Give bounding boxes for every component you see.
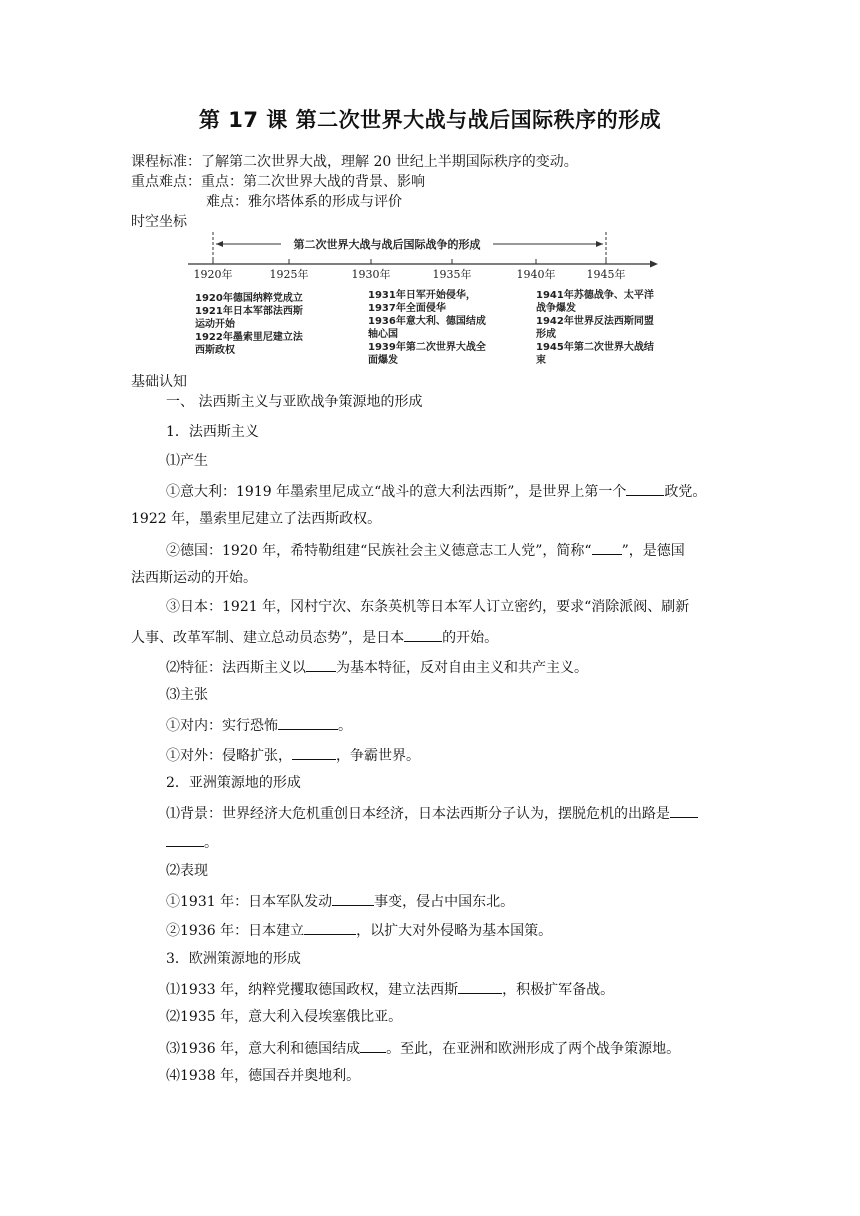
performance-label: ⑵表现: [166, 863, 208, 879]
europe-1936-line: [166, 1038, 680, 1058]
difficult-points: 难点：雅尔塔体系的形成与评价: [206, 194, 402, 210]
inner-line: [166, 715, 352, 735]
event-1936-cont: 轴心国: [368, 329, 398, 340]
event-1945: 1945年第二次世界大战结: [536, 342, 654, 353]
background-line: [166, 803, 698, 823]
year-1940: 1940年: [516, 268, 556, 281]
year-1935: 1935年: [432, 268, 472, 281]
event-1922-cont: 西斯政权: [195, 345, 235, 356]
italy-text-end: 政党。: [664, 484, 707, 500]
europe-1936-text-end: 。至此，在亚洲和欧洲形成了两个战争策源地。: [386, 1041, 681, 1057]
japan-line-2: [131, 627, 498, 647]
event-1939: 1939年第二次世界大战全: [368, 342, 486, 353]
event-1937: 1937年全面侵华: [368, 303, 446, 314]
event-1931-text: ①1931 年：日本军队发动: [166, 894, 333, 910]
outer-text: ①对外：侵略扩张，: [166, 748, 292, 764]
subsection-asia: 2．亚洲策源地的形成: [166, 775, 301, 791]
background-text: ⑴背景：世界经济大危机重创日本经济，日本法西斯分子认为，摆脱危机的出路是: [166, 806, 670, 822]
event-1931-line: [166, 891, 514, 911]
feature-text-end: 为基本特征，反对自由主义和共产主义。: [336, 660, 588, 676]
year-1925: 1925年: [269, 268, 309, 281]
section-1-heading: 一、 法西斯主义与亚欧战争策源地的形成: [166, 394, 423, 410]
europe-1933-line: [166, 979, 614, 999]
event-1936-text: ②1936 年：日本建立: [166, 923, 305, 939]
answer-blank[interactable]: [166, 832, 204, 847]
feature-line: [166, 657, 588, 677]
answer-blank[interactable]: [332, 891, 374, 906]
event-1941: 1941年苏德战争、太平洋: [536, 290, 654, 301]
answer-blank[interactable]: [304, 920, 356, 935]
germany-line: [166, 540, 685, 560]
answer-blank[interactable]: [278, 715, 338, 730]
answer-blank[interactable]: [306, 657, 336, 672]
event-1942: 1942年世界反法西斯同盟: [536, 316, 654, 327]
europe-1933-text: ⑴1933 年，纳粹党攫取德国政权，建立法西斯: [166, 982, 459, 998]
inner-text: ①对内：实行恐怖: [166, 718, 278, 734]
background-line-2: [166, 832, 218, 852]
event-1920: 1920年德国纳粹党成立: [195, 293, 303, 304]
year-1920: 1920年: [193, 268, 233, 281]
event-1921: 1921年日本军部法西斯: [195, 306, 303, 317]
italy-line-2: 1922 年，墨索里尼建立了法西斯政权。: [131, 511, 382, 527]
event-1941-cont: 战争爆发: [536, 303, 576, 314]
europe-1938-line: ⑷1938 年，德国吞并奥地利。: [166, 1068, 361, 1084]
event-1945-cont: 束: [536, 355, 546, 366]
claim-label: ⑶主张: [166, 687, 208, 703]
answer-blank[interactable]: [626, 481, 664, 496]
event-1936-line: [166, 920, 552, 940]
event-1931: 1931年日军开始侵华，: [368, 290, 476, 301]
event-1936: 1936年意大利、德国结成: [368, 316, 486, 327]
japan-text: 人事、改革军制、建立总动员态势”，是日本: [131, 630, 405, 646]
event-1936-text-end: ，以扩大对外侵略为基本国策。: [356, 923, 553, 939]
answer-blank[interactable]: [458, 979, 502, 994]
year-1945: 1945年: [586, 268, 626, 281]
italy-line: [166, 481, 706, 501]
background-text-end: 。: [204, 835, 218, 851]
subsection-europe: 3．欧洲策源地的形成: [166, 951, 301, 967]
key-points: 重点难点：重点：第二次世界大战的背景、影响: [131, 174, 425, 190]
event-1939-cont: 面爆发: [368, 355, 398, 366]
time-space-label: 时空坐标: [131, 214, 187, 230]
event-1922: 1922年墨索里尼建立法: [195, 332, 303, 343]
answer-blank[interactable]: [404, 627, 442, 642]
origin-label: ⑴产生: [166, 453, 208, 469]
basic-knowledge-label: 基础认知: [131, 374, 187, 390]
event-1921-cont: 运动开始: [195, 319, 235, 330]
japan-text-end: 的开始。: [442, 630, 499, 646]
europe-1933-text-end: ，积极扩军备战。: [502, 982, 615, 998]
italy-text: ①意大利：1919 年墨索里尼成立“战斗的意大利法西斯”，是世界上第一个: [166, 484, 627, 500]
feature-text: ⑵特征：法西斯主义以: [166, 660, 306, 676]
germany-text-end: ”，是德国: [621, 543, 685, 559]
year-1930: 1930年: [351, 268, 391, 281]
japan-line: ③日本：1921 年，冈村宁次、东条英机等日本军人订立密约，要求“消除派阀、刷新: [166, 599, 690, 615]
event-1931-text-end: 事变，侵占中国东北。: [374, 894, 515, 910]
inner-text-end: 。: [338, 718, 352, 734]
answer-blank[interactable]: [292, 745, 336, 760]
germany-text: ②德国：1920 年，希特勒组建“民族社会主义德意志工人党”，简称“: [166, 543, 592, 559]
outer-text-end: ，争霸世界。: [336, 748, 420, 764]
germany-line-2: 法西斯运动的开始。: [131, 570, 257, 586]
outer-line: [166, 745, 420, 765]
course-standard: 课程标准：了解第二次世界大战，理解 20 世纪上半期国际秩序的变动。: [131, 154, 578, 170]
answer-blank[interactable]: [592, 540, 622, 555]
timeline-heading: 第二次世界大战与战后国际战争的形成: [293, 238, 481, 251]
timeline-figure: [186, 228, 664, 374]
answer-blank[interactable]: [670, 803, 698, 818]
europe-1936-text: ⑶1936 年，意大利和德国结成: [166, 1041, 361, 1057]
answer-blank[interactable]: [360, 1038, 386, 1053]
event-1942-cont: 形成: [536, 329, 556, 340]
page-title: 第 17 课 第二次世界大战与战后国际秩序的形成: [198, 108, 662, 132]
subsection-fascism: 1．法西斯主义: [166, 424, 259, 440]
europe-1935-line: ⑵1935 年，意大利入侵埃塞俄比亚。: [166, 1009, 403, 1025]
